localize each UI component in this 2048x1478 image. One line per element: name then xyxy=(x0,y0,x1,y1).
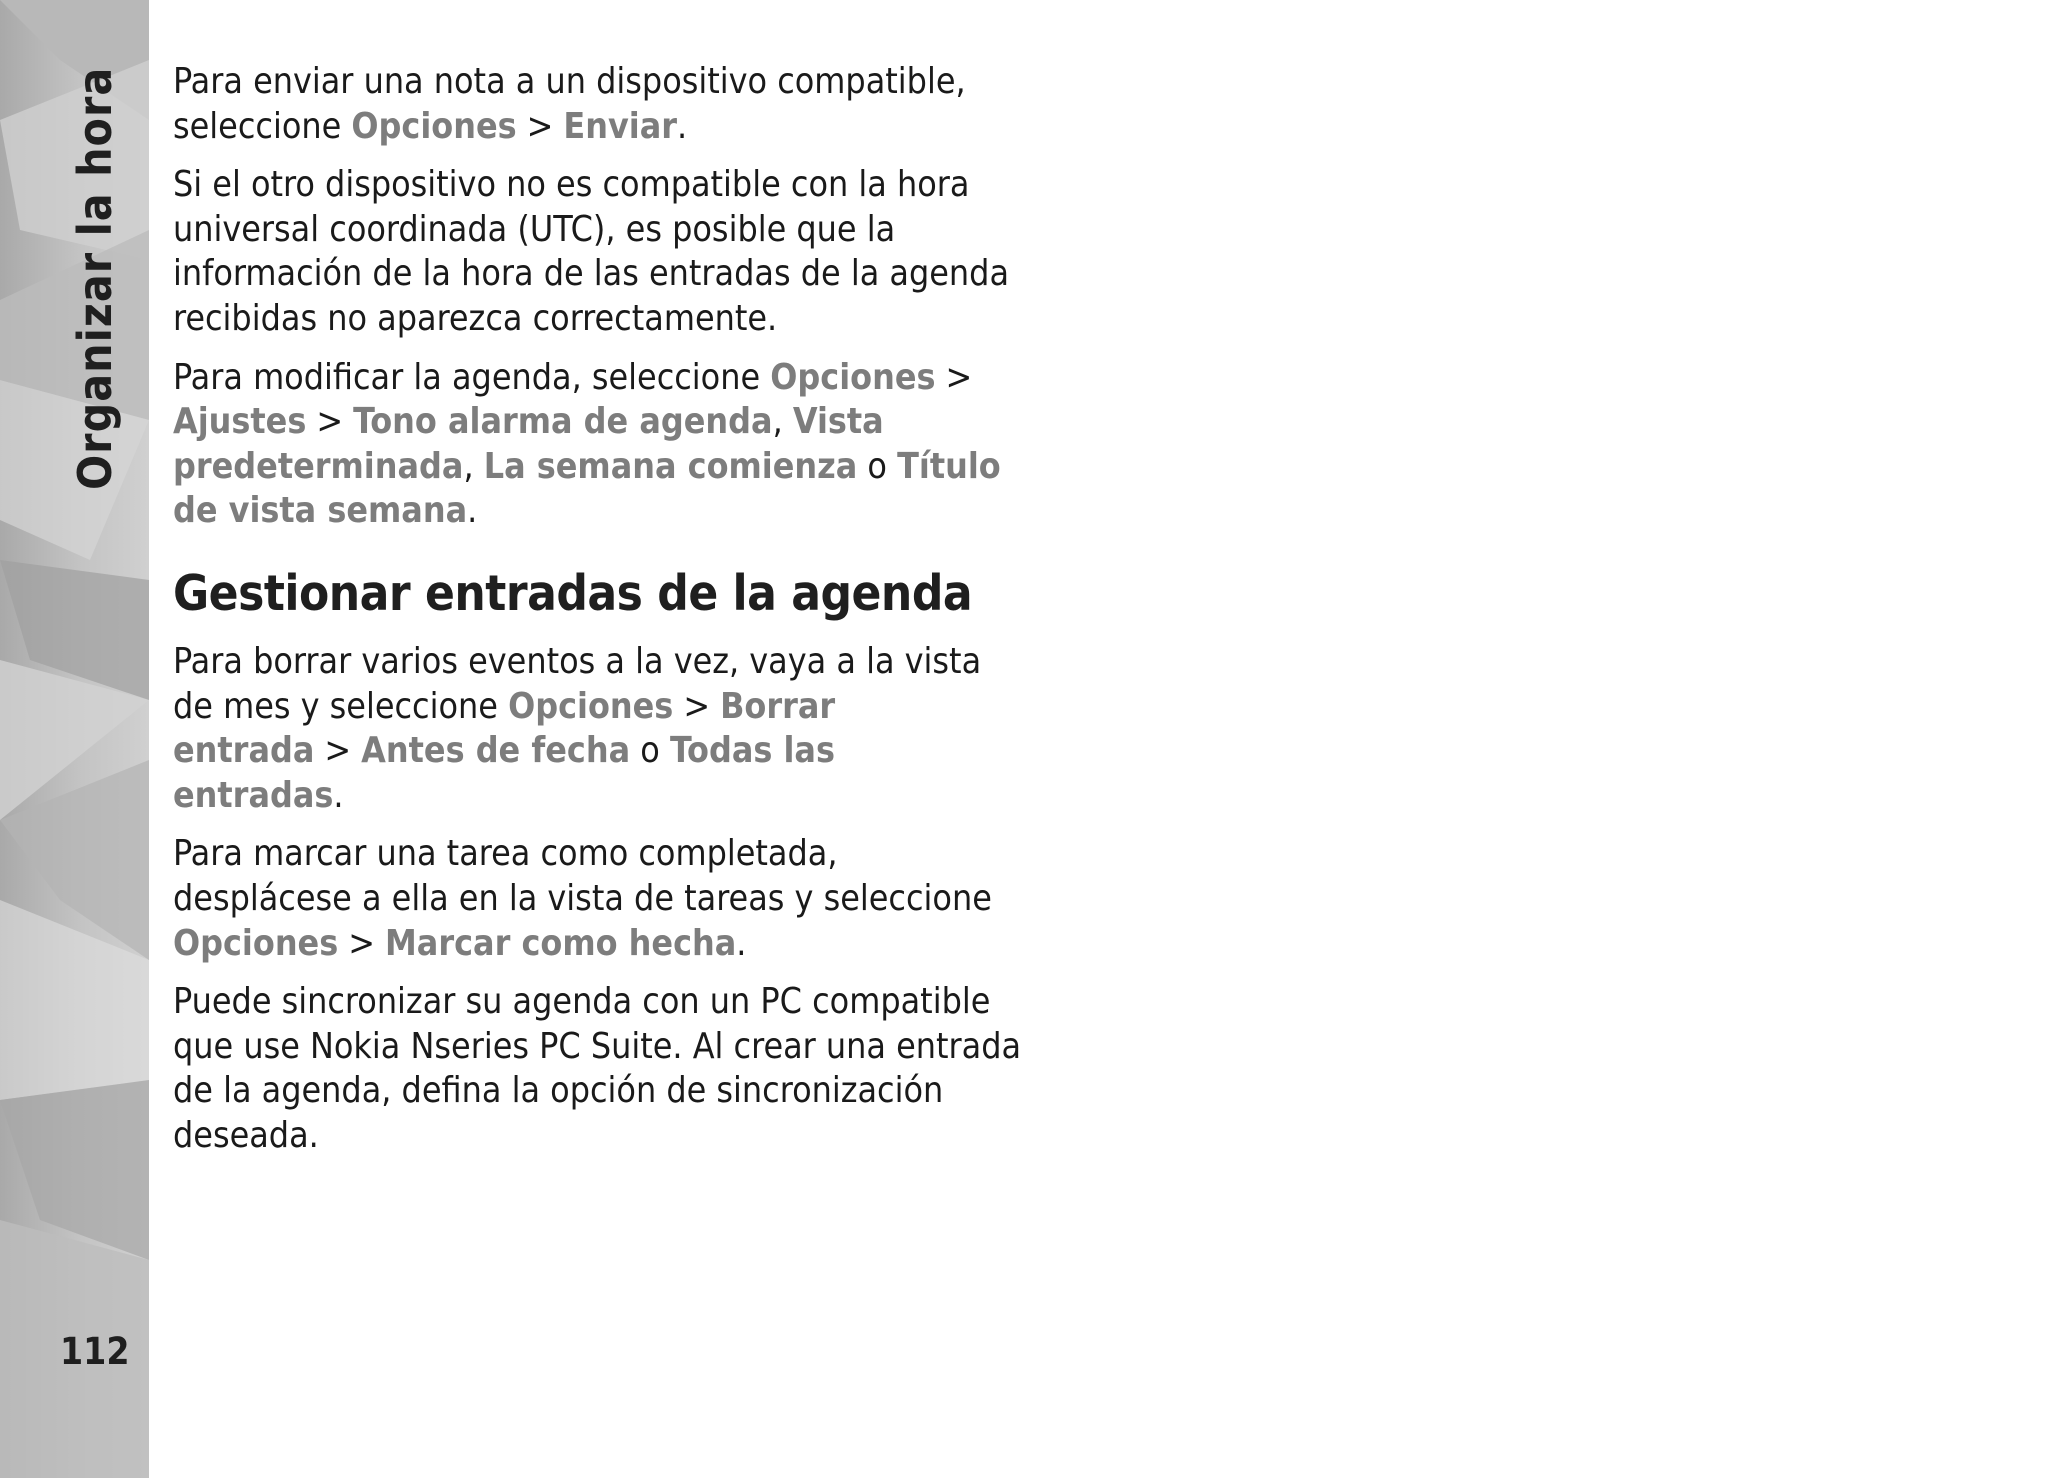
body-text: desplácese a ella en la vista de tareas y seleccione xyxy=(173,877,992,919)
menu-path-item: entrada xyxy=(173,730,315,772)
body-text: de mes y seleccione xyxy=(173,685,509,727)
body-text: . xyxy=(467,490,478,532)
text-line xyxy=(173,685,1013,730)
text-line xyxy=(173,1069,1013,1114)
body-text: Para modificar la agenda, seleccione xyxy=(173,356,771,398)
menu-path-separator: > xyxy=(324,730,352,772)
body-text: Para enviar una nota a un dispositivo compatible, xyxy=(173,61,966,102)
menu-path-item: La semana comienza xyxy=(483,445,858,487)
text-line xyxy=(173,774,1013,819)
text-line xyxy=(173,1114,1013,1159)
page-content xyxy=(173,60,1022,1172)
menu-path-separator: > xyxy=(683,685,711,727)
body-text: Para marcar una tarea como completada, xyxy=(173,833,838,875)
menu-path-item: Opciones xyxy=(173,922,339,964)
body-text: , xyxy=(772,401,793,443)
body-paragraph xyxy=(173,832,1013,966)
body-paragraph xyxy=(173,980,1022,1158)
text-line xyxy=(173,877,1013,922)
body-text: Si el otro dispositivo no es compatible con la hora xyxy=(173,164,970,206)
text-line xyxy=(173,640,1013,685)
menu-path-item: Opciones xyxy=(770,356,936,398)
text-line xyxy=(173,105,1013,150)
menu-path-item: Borrar xyxy=(720,685,836,727)
menu-path-item: entradas xyxy=(173,774,334,816)
text-line xyxy=(173,1025,1022,1070)
body-text: universal coordinada (UTC), es posible que la xyxy=(173,208,896,250)
body-text: Puede sincronizar su agenda con un PC compatible xyxy=(173,981,991,1023)
text-line xyxy=(173,356,1013,401)
body-text: . xyxy=(677,105,688,147)
menu-path-item: predeterminada xyxy=(173,445,464,487)
body-text: o xyxy=(630,730,670,772)
text-line xyxy=(173,163,1013,208)
body-text: o xyxy=(857,445,898,487)
text-line xyxy=(173,297,1013,342)
menu-path-item: Enviar xyxy=(563,105,678,147)
sidebar-band xyxy=(0,0,149,1478)
text-line xyxy=(173,729,1013,774)
menu-path-item: Título xyxy=(897,445,1001,487)
text-line xyxy=(173,445,1013,490)
page-number: 112 xyxy=(60,1330,130,1373)
body-text: que use Nokia Nseries PC Suite. Al crear una entrada xyxy=(173,1025,1022,1067)
body-text: seleccione xyxy=(173,105,352,147)
body-text: recibidas no aparezca correctamente. xyxy=(173,297,778,339)
text-line xyxy=(173,60,1013,105)
body-text: . xyxy=(333,774,344,816)
body-text: Para borrar varios eventos a la vez, vaya a la vista xyxy=(173,640,982,682)
menu-path-item: Marcar como hecha xyxy=(385,922,737,964)
menu-path-separator: > xyxy=(316,401,344,443)
text-line xyxy=(173,252,1013,297)
text-line xyxy=(173,922,1013,967)
text-line xyxy=(173,832,1013,877)
text-line xyxy=(173,400,1013,445)
body-text: información de la hora de las entradas de la agenda xyxy=(173,253,1010,295)
menu-path-item: de vista semana xyxy=(173,490,468,532)
menu-path-separator: > xyxy=(348,922,376,964)
manage-entries-paragraphs xyxy=(173,640,1022,1159)
menu-path-item: Opciones xyxy=(351,105,517,147)
section-heading: Gestionar entradas de la agenda xyxy=(173,564,973,622)
body-paragraph xyxy=(173,60,1013,149)
section-title-vertical: Organizar la hora xyxy=(68,66,122,490)
menu-path-item: Opciones xyxy=(508,685,674,727)
body-paragraph xyxy=(173,640,1013,818)
body-text: . xyxy=(736,922,747,964)
menu-path-item: Tono alarma de agenda xyxy=(353,401,773,443)
menu-path-item: Antes de fecha xyxy=(361,730,631,772)
text-line xyxy=(173,489,1013,534)
body-paragraph xyxy=(173,356,1013,534)
menu-path-separator: > xyxy=(526,105,554,147)
menu-path-item: Ajustes xyxy=(173,401,307,443)
menu-path-item: Vista xyxy=(792,401,884,443)
menu-path-separator: > xyxy=(945,356,973,398)
body-text: de la agenda, defina la opción de sincronización xyxy=(173,1070,944,1112)
text-line xyxy=(173,980,1013,1025)
body-text: deseada. xyxy=(173,1114,319,1156)
menu-path-item: Todas las xyxy=(669,730,835,772)
body-text: , xyxy=(463,445,484,487)
intro-paragraphs xyxy=(173,60,1013,534)
body-paragraph xyxy=(173,163,1013,341)
text-line xyxy=(173,208,1013,253)
